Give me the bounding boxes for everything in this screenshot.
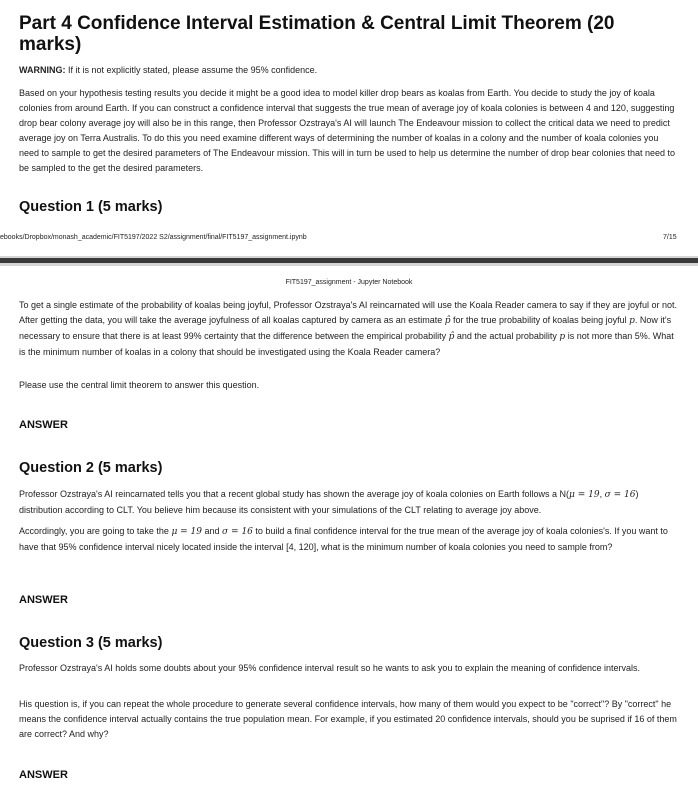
mu-equation: μ = 19 xyxy=(569,490,600,500)
question-1-note: Please use the central limit theorem to answer this question. xyxy=(19,380,260,390)
warning-label: WARNING: xyxy=(19,65,66,75)
p-symbol: p xyxy=(629,316,635,326)
question-3-answer-label: ANSWER xyxy=(19,769,68,781)
q2-text-d: to build a final confidence interval for the true mean of the average joy of koala colonies's. If you want to have that 95% confidence interval nicely located inside the interval [4, 120], what is the minimum number of koala colonies you need to sample from? xyxy=(19,526,668,552)
question-1-heading: Question 1 (5 marks) xyxy=(19,199,163,215)
question-3-text-1: Professor Ozstraya's AI holds some doubts about your 95% confidence interval result so he wants to ask you to explain the meaning of confidence intervals. xyxy=(19,663,641,673)
q1-text-e: is not more than 5%. What is the minimum number of koalas in a colony that should be investigated using the Koala Reader camera? xyxy=(19,331,674,357)
question-2-heading: Question 2 (5 marks) xyxy=(19,460,163,476)
q2-text-c: Accordingly, you are going to take the xyxy=(19,526,172,536)
sigma-equation-2: σ = 16 xyxy=(222,527,253,537)
p-hat-symbol-2: p̂ xyxy=(448,332,455,342)
p-symbol-2: p xyxy=(559,332,566,342)
mu-equation-2: μ = 19 xyxy=(171,527,203,537)
q2-and: and xyxy=(202,526,223,536)
section-title: Part 4 Confidence Interval Estimation & Central Limit Theorem (20 marks) xyxy=(19,13,615,55)
question-2-text-2 xyxy=(19,524,679,555)
q1-text-c: . Now it's necessary to ensure that there is at least 99% certainty that the difference between the empirical probability xyxy=(19,315,672,341)
warning-paragraph xyxy=(19,63,679,78)
p-hat-symbol: p̂ xyxy=(444,316,451,326)
page-separator-bar xyxy=(0,258,698,263)
q2-text-b: ) distribution according to CLT. You believe him because its consistent with your simulations of the CLT relating to average joy above. xyxy=(19,489,639,515)
q1-text-a: To get a single estimate of the probability of koalas being joyful, Professor Ozstraya's AI reincarnated will use the Koala Reader camera to say if they are joyful or not. After getting the data, you will take the average joyfulness of all koalas captured by camera as an estimate xyxy=(19,300,678,325)
page-header-title: FIT5197_assignment - Jupyter Notebook xyxy=(285,279,413,286)
q2-text-a: Professor Ozstraya's AI reincarnated tells you that a recent global study has shown the average joy of koala colonies on Earth follows a N( xyxy=(19,489,570,499)
question-3-text-2: His question is, if you can repeat the whole procedure to generate several confidence intervals, how many of them would you expect to be "correct"? By "correct" he means the confidence interval actually contains the true population mean. For example, if you estimated 20 confidence intervals, should you be suprised if 16 of them are correct? And why? xyxy=(19,699,677,739)
intro-paragraph: Based on your hypothesis testing results you decide it might be a good idea to model killer drop bears as koalas from Earth. You decide to study the joy of koala colonies from around Earth. If you can construct a confidence interval that suggests the true mean of average joy of koala colonies is between 4 and 120, suggesting drop bear colony average joy will also be in this range, then Professor Ozstraya's AI will launch The Endeavour mission to collect the critical data we need to predict average joy on Terra Australis. To do this you need examine different ways of determining the number of koalas in a colony and the number of koala colonies you need to sample to get the desired parameters of The Endeavour mission. This will in turn be used to help us determine the number of drop bear colonies that need to be sampled to the get the desired parameters. xyxy=(19,88,676,173)
question-2-answer-label: ANSWER xyxy=(19,594,68,606)
question-3-heading: Question 3 (5 marks) xyxy=(19,635,163,651)
question-1-answer-label: ANSWER xyxy=(19,419,68,431)
q1-text-b: for the true probability of koalas being joyful xyxy=(450,315,630,325)
page-footer-path: ebooks/Dropbox/monash_academic/FIT5197/2022 S2/assignment/final/FIT5197_assignment.ipynb xyxy=(0,234,307,241)
question-2-text-1: Professor Ozstraya's AI reincarnated tells you that a recent global study has shown the average joy of koala colonies on Earth follows a N(μ = 19, σ = 16) distribution according to CLT. You believe him because its consistent with your simulations of the CLT relating to average joy above. xyxy=(19,489,639,515)
question-1-text xyxy=(19,298,679,360)
page-separator xyxy=(0,256,698,266)
warning-text: If it is not explicitly stated, please assume the 95% confidence. xyxy=(65,65,318,75)
page-footer-number: 7/15 xyxy=(663,234,677,241)
q1-text-d: and the actual probability xyxy=(454,331,560,341)
sigma-equation: σ = 16 xyxy=(604,490,636,500)
